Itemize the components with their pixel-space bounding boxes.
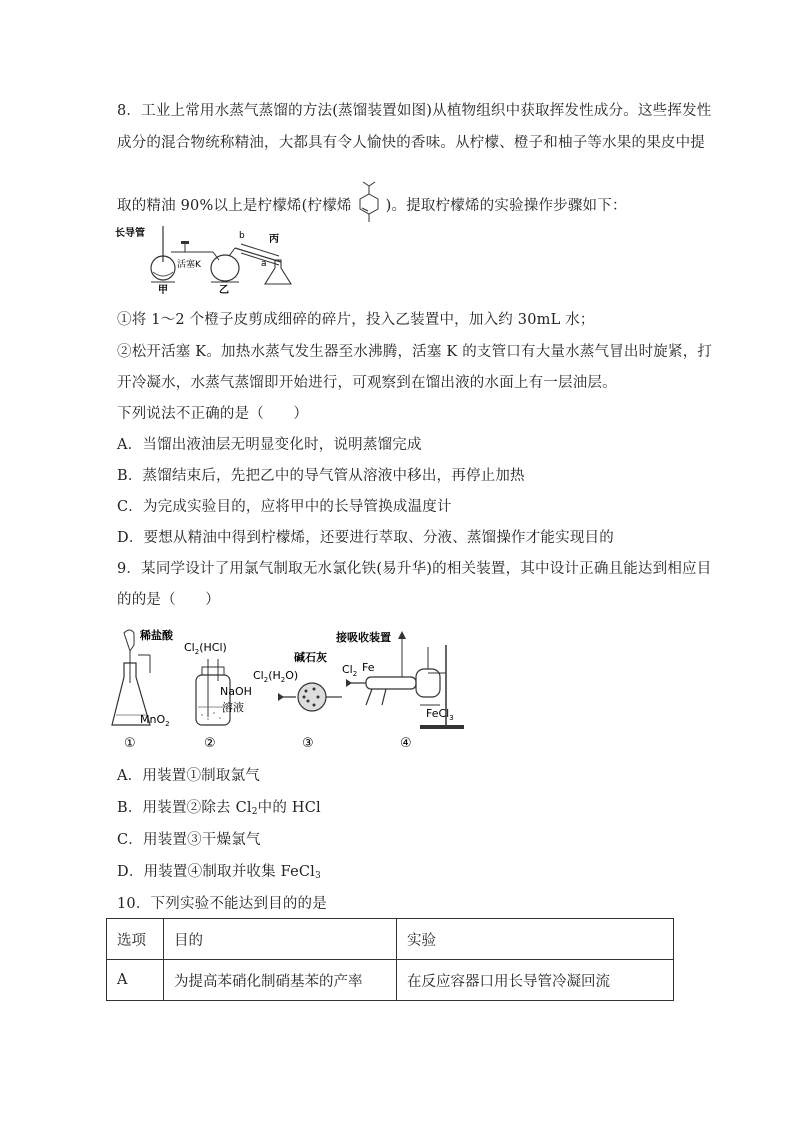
fig9-cl2-label: $Cl_2$ [342,663,358,678]
fig-label-a: a [261,259,267,269]
table-header-option: 选项 [107,919,164,960]
table-header-experiment: 实验 [397,919,674,960]
fig9-num-3: ③ [302,736,314,751]
fig-label-jia: 甲 [158,285,168,294]
fig-label-bing: 丙 [269,234,279,245]
q10-table [106,918,674,1001]
table-header-row [107,919,674,960]
fig9-fecl3-label: FeCl$_3$ [426,707,454,722]
table-header-purpose: 目的 [164,919,397,960]
fig9-naoh-solution-label: 溶液 [222,701,244,714]
q8-option-b: B．蒸馏结束后，先把乙中的导气管从溶液中移出，再停止加热 [117,468,525,484]
q8-step-1: ①将 1～2 个橙子皮剪成细碎的碎片，投入乙装置中，加入约 30mL 水； [117,312,595,328]
table-cell-experiment: 在反应容器口用长导管冷凝回流 [397,960,674,1001]
fig9-fe-label: Fe [362,661,375,674]
q8-option-a: A．当馏出液油层无明显变化时，说明蒸馏完成 [117,437,422,453]
distillation-apparatus-figure [115,222,305,294]
fig9-collect-label: 接吸收装置 [336,631,391,644]
fig-label-yi: 乙 [219,285,229,294]
fig-label-tube: 长导管 [115,228,145,239]
fig-label-valve: 活塞K [177,260,201,270]
q9-line-1: 9．某同学设计了用氯气制取无水氯化铁(易升华)的相关装置，其中设计正确且能达到相应目 [117,561,712,577]
fig9-num-1: ① [124,736,136,751]
q8-line-3 [117,180,627,228]
table-cell-option: A [107,960,164,1001]
q8-line-3b: )。提取柠檬烯的实验操作步骤如下： [385,198,627,214]
q8-line-3a: 取的精油 90%以上是柠檬烯(柠檬烯 [117,198,352,214]
fig9-num-2: ② [204,736,216,751]
fig9-cl2h2o-label: $Cl_2(H_2O)$ [253,669,299,684]
table-row [107,960,674,1001]
fig9-num-4: ④ [400,736,412,751]
q9-option-b: B．用装置②除去 $Cl_2$中的 HCl [117,800,321,817]
q8-option-c: C．为完成实验目的，应将甲中的长导管换成温度计 [117,499,452,515]
q8-line-1: 8．工业上常用水蒸气蒸馏的方法(蒸馏装置如图)从植物组织中获取挥发性成分。这些挥发性 [117,103,712,119]
fig9-cl2hcl-label: $Cl_2(HCl)$ [184,641,227,656]
q8-line-2: 成分的混合物统称精油，大都具有令人愉快的香味。从柠檬、橙子和柚子等水果的果皮中提 [117,135,705,151]
fig-label-b: b [239,231,245,241]
q9-option-a: A．用装置①制取氯气 [117,768,260,784]
q9-option-c: C．用装置③干燥氯气 [117,832,261,848]
fig9-soda-label: 碱石灰 [294,651,327,664]
q8-prompt: 下列说法不正确的是（ ） [117,406,309,422]
q9-option-d: D．用装置④制取并收集 FeCl$_3$ [117,864,321,881]
fig9-mno2-label: MnO$_2$ [140,713,170,728]
q10-title: 10．下列实验不能达到目的的是 [117,896,327,912]
table-cell-purpose: 为提高苯硝化制硝基苯的产率 [164,960,397,1001]
q8-step-2b: 开冷凝水，水蒸气蒸馏即开始进行，可观察到在馏出液的水面上有一层油层。 [117,375,617,391]
q8-option-d: D．要想从精油中得到柠檬烯，还要进行萃取、分液、蒸馏操作才能实现目的 [117,530,614,546]
q9-line-2: 的的是（ ） [117,592,220,608]
fig9-naoh-label: NaOH [220,685,252,698]
chlorine-apparatus-figure [110,625,470,755]
q8-step-2a: ②松开活塞 K。加热水蒸气发生器至水沸腾，活塞 K 的支管口有大量水蒸气冒出时旋紧，打 [117,344,713,360]
limonene-structure-icon [354,180,384,228]
fig9-acid-label: 稀盐酸 [140,629,173,642]
